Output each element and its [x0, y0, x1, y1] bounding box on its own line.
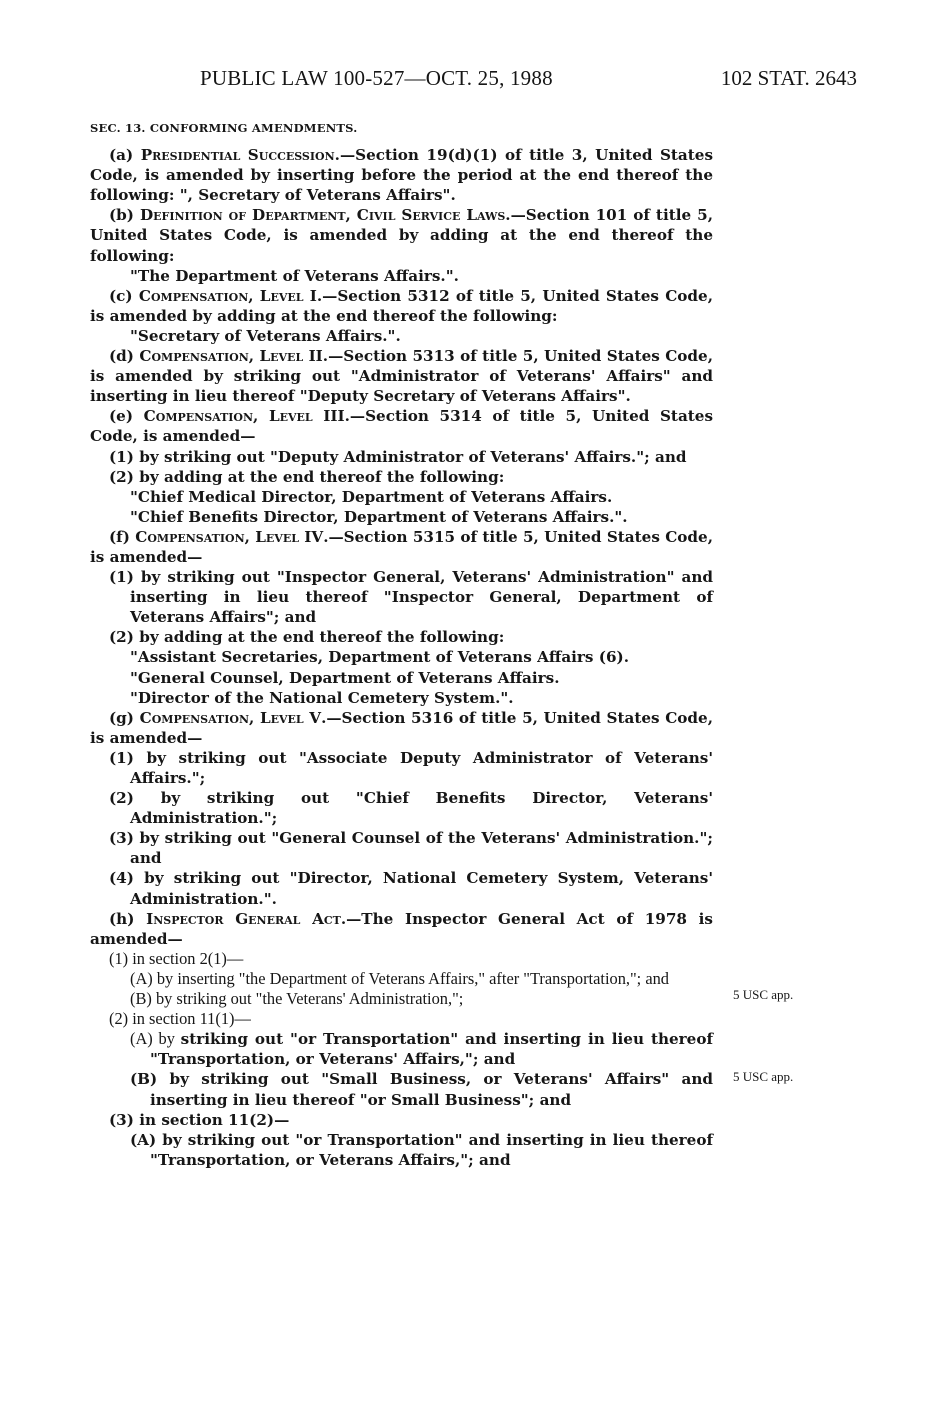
paragraph-item: (3) in section 11(2)—: [109, 1110, 290, 1129]
subsection-caption: Inspector General Act: [146, 909, 341, 928]
paragraph-item: (1) by striking out "Deputy Administrator of Veterans' Affairs."; and: [109, 447, 687, 466]
quoted-text: "Chief Benefits Director, Department of Veterans Affairs.".: [130, 507, 628, 526]
running-head-title: PUBLIC LAW 100-527—OCT. 25, 1988: [200, 66, 553, 90]
quoted-text: "Director of the National Cemetery System.".: [130, 688, 514, 707]
paragraph-item: (3) by striking out "General Counsel of the Veterans' Administration."; and: [109, 829, 713, 868]
subsection-f: (f) Compensation, Level IV.—Section 5315 of title 5, United States Code, is amended—: [90, 527, 713, 566]
subsection-h: (h) Inspector General Act.—The Inspector General Act of 1978 is amended—: [90, 909, 713, 948]
subparagraph-item: (A) by striking out "or Transportation" and inserting in lieu thereof "Transportation, or Veterans' Affairs,"; and: [130, 1029, 713, 1069]
subparagraph-item: (B) by striking out "the Veterans' Administration,";: [130, 989, 464, 1009]
quoted-text: "Assistant Secretaries, Department of Veterans Affairs (6).: [130, 648, 629, 667]
paragraph-item: (4) by striking out "Director, National Cemetery System, Veterans' Administration.".: [109, 869, 713, 908]
subsection-g: (g) Compensation, Level V.—Section 5316 of title 5, United States Code, is amended—: [90, 708, 713, 747]
subparagraph-item: (A) by striking out "or Transportation" and inserting in lieu thereof "Transportation, or Veterans Affairs,"; and: [130, 1130, 713, 1169]
margin-note: 5 USC app.: [733, 1069, 794, 1084]
subparagraph-item: (A) by inserting "the Department of Veterans Affairs," after "Transportation,"; and: [130, 968, 669, 988]
paragraph-item: (2) by striking out "Chief Benefits Director, Veterans' Administration.";: [109, 789, 713, 828]
subsection-d: (d) Compensation, Level II.—Section 5313 of title 5, United States Code, is amended by striking out "Administrator of Veterans' Affairs" and inserting in lieu thereof "Deputy Secretary of Veterans Affairs".: [90, 347, 713, 406]
quoted-text: "The Department of Veterans Affairs.".: [130, 266, 459, 285]
paragraph-item: (1) in section 2(1)—: [109, 948, 244, 968]
subsection-b: (b) Definition of Department, Civil Service Laws.—Section 101 of title 5, United States Code, is amended by adding at the end thereof the following:: [90, 206, 713, 265]
statute-page-number: 102 STAT. 2643: [720, 66, 857, 90]
subsection-a: (a) Presidential Succession.—Section 19(d)(1) of title 3, United States Code, is amended by inserting before the period at the end thereof the following: ", Secretary of Veterans Affairs".: [90, 146, 713, 205]
subsection-caption: Compensation, Level III: [143, 407, 345, 426]
subparagraph-item: (B) by striking out "Small Business, or Veterans' Affairs" and inserting in lieu thereof "or Small Business"; and: [130, 1070, 713, 1109]
margin-note: 5 USC app.: [733, 987, 794, 1002]
paragraph-item: (1) by striking out "Inspector General, Veterans' Administration" and inserting in lieu thereof "Inspector General, Department of Veterans Affairs"; and: [109, 568, 713, 627]
quoted-text: "Chief Medical Director, Department of Veterans Affairs.: [130, 487, 613, 506]
paragraph-item: (2) by adding at the end thereof the following:: [109, 628, 505, 647]
subsection-e: (e) Compensation, Level III.—Section 5314 of title 5, United States Code, is amended—: [90, 407, 714, 446]
paragraph-item: (1) by striking out "Associate Deputy Administrator of Veterans' Affairs.";: [109, 748, 713, 787]
quoted-text: "Secretary of Veterans Affairs.".: [130, 326, 401, 345]
quoted-text: "General Counsel, Department of Veterans Affairs.: [130, 668, 560, 687]
paragraph-item: (2) by adding at the end thereof the following:: [109, 467, 505, 486]
subsection-caption: Presidential Succession: [140, 146, 335, 165]
section-heading: SEC. 13. CONFORMING AMENDMENTS.: [90, 121, 358, 135]
subsection-caption: Compensation, Level I: [138, 286, 317, 305]
subsection-caption: Definition of Department, Civil Service Laws: [139, 206, 506, 225]
subsection-caption: Compensation, Level V: [139, 708, 322, 727]
body-text: [90, 118, 713, 1170]
subsection-caption: Compensation, Level IV: [135, 527, 324, 546]
paragraph-item: (2) in section 11(1)—: [109, 1009, 251, 1029]
subsection-caption: Compensation, Level II: [139, 347, 323, 366]
subsection-c: (c) Compensation, Level I.—Section 5312 of title 5, United States Code, is amended by adding at the end thereof the following:: [90, 286, 713, 325]
